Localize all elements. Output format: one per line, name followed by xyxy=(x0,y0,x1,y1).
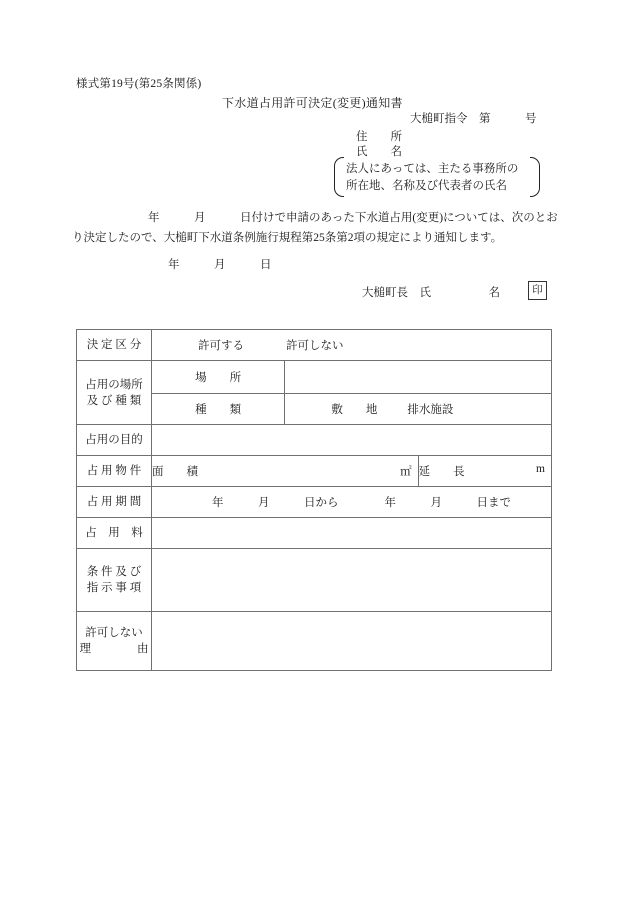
table-row-purpose xyxy=(77,425,552,456)
table-row-conditions xyxy=(77,549,552,612)
cell-period-value[interactable] xyxy=(152,487,552,518)
row-label-location-line1: 占用の場所 xyxy=(85,378,143,391)
form-number: 様式第19号(第25条関係) xyxy=(76,78,202,90)
table-row-location xyxy=(77,361,552,394)
address-label: 住 所 xyxy=(356,131,402,143)
table-row-period xyxy=(77,487,552,518)
area-unit: ㎡ xyxy=(400,466,412,478)
brace-right xyxy=(530,157,540,197)
row-label-object: 占 用 物 件 xyxy=(77,456,152,487)
area-label: 面 積 xyxy=(152,466,198,478)
cell-purpose-value[interactable] xyxy=(152,425,552,456)
brace-left xyxy=(334,157,344,197)
length-label: 延 長 xyxy=(418,466,465,478)
cell-type-value[interactable] xyxy=(285,394,552,425)
row-label-period: 占 用 期 間 xyxy=(77,487,152,518)
cell-place-value[interactable] xyxy=(285,361,552,394)
row-label-denial-line2: 理 由 xyxy=(79,643,149,655)
period-text[interactable]: 年 月 日から 年 月 日まで xyxy=(212,497,511,509)
row-label-location-line2: 及 び 種 類 xyxy=(86,394,142,407)
row-label-denial-reason xyxy=(77,612,152,671)
body-line1: 年 月 日付けで申請のあった下水道占用(変更)については、次のとお xyxy=(148,212,558,224)
issue-date-line: 年 月 日 xyxy=(168,259,272,271)
row-label-conditions xyxy=(77,549,152,612)
table-row-object xyxy=(77,456,552,487)
option-permit[interactable]: 許可する xyxy=(198,340,244,352)
cell-decision-type[interactable] xyxy=(152,330,552,361)
cell-conditions-value[interactable] xyxy=(152,549,552,612)
sub-label-type: 種 類 xyxy=(152,394,285,425)
row-label-denial-line1: 許可しない xyxy=(85,627,143,639)
length-unit: m xyxy=(536,463,545,475)
row-label-conditions-line1: 条 件 及 び xyxy=(86,566,142,578)
row-label-fee: 占 用 料 xyxy=(77,518,152,549)
row-label-purpose: 占用の目的 xyxy=(77,425,152,456)
corporate-note-line1: 法人にあっては、主たる事務所の xyxy=(346,163,519,175)
table-row-decision-type xyxy=(77,330,552,361)
cell-fee-value[interactable] xyxy=(152,518,552,549)
cell-denial-reason-value[interactable] xyxy=(152,612,552,671)
body-line2: り決定したので、大槌町下水道条例施行規程第25条第2項の規定により通知します。 xyxy=(72,232,503,244)
seal-stamp-box: 印 xyxy=(528,281,547,300)
cell-length[interactable] xyxy=(418,456,551,487)
order-number: 大槌町指令 第 号 xyxy=(410,113,537,125)
decision-form-table xyxy=(76,329,552,671)
option-site[interactable]: 敷 地 xyxy=(331,404,378,416)
body-paragraph xyxy=(72,208,560,248)
row-label-conditions-line2: 指 示 事 項 xyxy=(86,582,142,594)
sub-label-place: 場 所 xyxy=(152,361,285,394)
table-row-denial-reason xyxy=(77,612,552,671)
option-drainage-facility[interactable]: 排水施設 xyxy=(407,404,454,416)
corporate-note-line2: 所在地、名称及び代表者の氏名 xyxy=(346,180,507,192)
document-title: 下水道占用許可決定(変更)通知書 xyxy=(222,96,403,110)
cell-area[interactable] xyxy=(152,456,419,487)
table-row-fee xyxy=(77,518,552,549)
name-label: 氏 名 xyxy=(356,146,402,158)
option-deny[interactable]: 許可しない xyxy=(286,340,344,352)
mayor-signature-line: 大槌町長 氏 名 xyxy=(362,287,500,299)
row-label-location-and-type xyxy=(77,361,152,425)
row-label-decision-type: 決 定 区 分 xyxy=(77,330,152,361)
corporate-note-brace xyxy=(334,157,540,195)
